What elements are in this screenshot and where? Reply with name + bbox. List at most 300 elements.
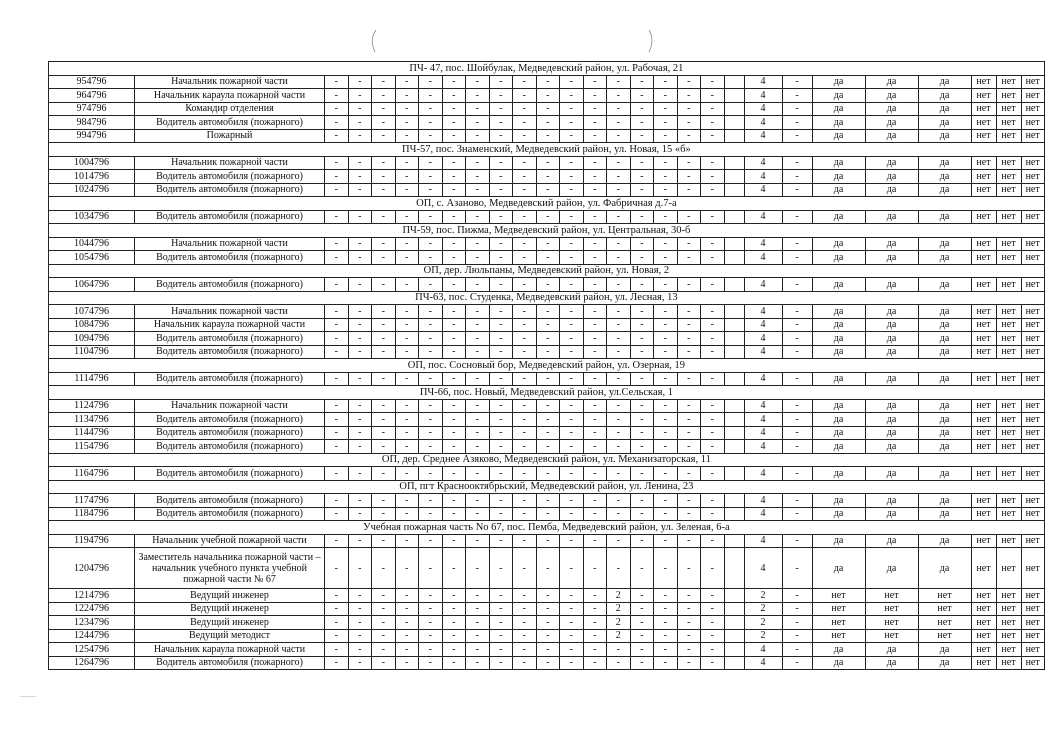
flag-cell: да xyxy=(918,156,971,170)
flag-cell: нет xyxy=(996,170,1021,184)
dash-cell: - xyxy=(372,643,396,657)
position-code: 1104796 xyxy=(49,345,135,359)
position-title: Начальник пожарной части xyxy=(135,305,325,319)
dash-cell: - xyxy=(654,251,678,265)
flag-cell: да xyxy=(812,345,865,359)
dash-cell: - xyxy=(536,278,560,292)
count-value: 4 xyxy=(744,129,782,143)
spacer-cell xyxy=(724,89,744,103)
dash-cell: - xyxy=(442,170,466,184)
flag-cell: да xyxy=(812,318,865,332)
dash-cell: - xyxy=(513,507,537,521)
dash-cell: - xyxy=(560,75,584,89)
section-header-row xyxy=(49,143,1045,157)
dash-cell: - xyxy=(583,183,607,197)
dash-cell: - xyxy=(677,89,701,103)
dash-cell: - xyxy=(630,440,654,454)
flag-cell: нет xyxy=(1021,318,1044,332)
flag-cell: нет xyxy=(971,616,996,630)
dash-cell: - xyxy=(348,332,372,346)
position-code: 984796 xyxy=(49,116,135,130)
dash-cell: - xyxy=(630,399,654,413)
dash-cell: - xyxy=(782,507,812,521)
dash-cell: - xyxy=(513,89,537,103)
dash-cell: - xyxy=(325,534,349,548)
dash-cell: - xyxy=(583,89,607,103)
flag-cell: да xyxy=(812,440,865,454)
flag-cell: нет xyxy=(996,643,1021,657)
dash-cell: - xyxy=(560,494,584,508)
dash-cell: - xyxy=(348,305,372,319)
dash-cell: - xyxy=(466,629,490,643)
dash-cell: - xyxy=(677,129,701,143)
dash-cell: - xyxy=(489,589,513,603)
flag-cell: нет xyxy=(996,75,1021,89)
flag-cell: да xyxy=(812,75,865,89)
flag-cell: нет xyxy=(996,305,1021,319)
section-header-row xyxy=(49,197,1045,211)
dash-cell: - xyxy=(395,413,419,427)
dash-cell: - xyxy=(419,602,443,616)
count-value: 2 xyxy=(744,616,782,630)
flag-cell: нет xyxy=(996,116,1021,130)
grade-value: 2 xyxy=(607,589,631,603)
section-title: ПЧ-66, пос. Новый, Медведевский район, ул.Сельская, 1 xyxy=(49,386,1045,400)
dash-cell: - xyxy=(372,345,396,359)
dash-cell: - xyxy=(607,75,631,89)
dash-cell: - xyxy=(348,507,372,521)
dash-cell: - xyxy=(348,426,372,440)
dash-cell: - xyxy=(419,183,443,197)
dash-cell: - xyxy=(395,278,419,292)
dash-cell: - xyxy=(782,534,812,548)
spacer-cell xyxy=(724,494,744,508)
dash-cell: - xyxy=(513,102,537,116)
dash-cell: - xyxy=(348,602,372,616)
table-row xyxy=(49,183,1045,197)
flag-cell: нет xyxy=(1021,156,1044,170)
dash-cell: - xyxy=(607,440,631,454)
dash-cell: - xyxy=(677,183,701,197)
dash-cell: - xyxy=(372,305,396,319)
flag-cell: да xyxy=(865,494,918,508)
dash-cell: - xyxy=(607,507,631,521)
dash-cell: - xyxy=(583,332,607,346)
flag-cell: да xyxy=(865,183,918,197)
flag-cell: да xyxy=(918,345,971,359)
position-title: Водитель автомобиля (пожарного) xyxy=(135,345,325,359)
section-title: ОП, с. Азаново, Медведевский район, ул. Фабричная д.7-а xyxy=(49,197,1045,211)
flag-cell: нет xyxy=(1021,440,1044,454)
section-header-row xyxy=(49,386,1045,400)
position-title: Водитель автомобиля (пожарного) xyxy=(135,332,325,346)
dash-cell: - xyxy=(325,237,349,251)
dash-cell: - xyxy=(325,616,349,630)
dash-cell: - xyxy=(419,534,443,548)
dash-cell: - xyxy=(782,372,812,386)
dash-cell: - xyxy=(419,589,443,603)
dash-cell: - xyxy=(560,89,584,103)
flag-cell: нет xyxy=(812,616,865,630)
table-row xyxy=(49,129,1045,143)
dash-cell: - xyxy=(701,318,725,332)
dash-cell: - xyxy=(701,494,725,508)
position-title: Начальник пожарной части xyxy=(135,156,325,170)
dash-cell: - xyxy=(395,129,419,143)
dash-cell: - xyxy=(395,399,419,413)
dash-cell: - xyxy=(489,656,513,670)
position-title: Водитель автомобиля (пожарного) xyxy=(135,467,325,481)
dash-cell: - xyxy=(466,170,490,184)
dash-cell: - xyxy=(630,170,654,184)
spacer-cell xyxy=(724,534,744,548)
dash-cell: - xyxy=(395,616,419,630)
dash-cell: - xyxy=(630,602,654,616)
position-code: 1204796 xyxy=(49,548,135,589)
dash-cell: - xyxy=(607,643,631,657)
dash-cell: - xyxy=(654,183,678,197)
flag-cell: нет xyxy=(971,210,996,224)
dash-cell: - xyxy=(782,318,812,332)
dash-cell: - xyxy=(513,494,537,508)
dash-cell: - xyxy=(348,399,372,413)
dash-cell: - xyxy=(466,467,490,481)
dash-cell: - xyxy=(536,210,560,224)
dash-cell: - xyxy=(583,75,607,89)
dash-cell: - xyxy=(607,345,631,359)
dash-cell: - xyxy=(466,345,490,359)
dash-cell: - xyxy=(607,129,631,143)
count-value: 4 xyxy=(744,426,782,440)
position-title: Водитель автомобиля (пожарного) xyxy=(135,507,325,521)
dash-cell: - xyxy=(442,89,466,103)
position-code: 1094796 xyxy=(49,332,135,346)
table-row xyxy=(49,251,1045,265)
dash-cell: - xyxy=(419,89,443,103)
flag-cell: да xyxy=(865,440,918,454)
flag-cell: нет xyxy=(971,548,996,589)
table-row xyxy=(49,548,1045,589)
dash-cell: - xyxy=(466,507,490,521)
spacer-cell xyxy=(724,237,744,251)
flag-cell: нет xyxy=(1021,656,1044,670)
position-code: 1064796 xyxy=(49,278,135,292)
dash-cell: - xyxy=(442,156,466,170)
dash-cell: - xyxy=(372,372,396,386)
dash-cell: - xyxy=(325,589,349,603)
dash-cell: - xyxy=(419,494,443,508)
dash-cell: - xyxy=(348,494,372,508)
dash-cell: - xyxy=(466,237,490,251)
position-title: Заместитель начальника пожарной части – начальник учебного пункта учебной пожарной части № 67 xyxy=(135,548,325,589)
dash-cell: - xyxy=(677,426,701,440)
flag-cell: да xyxy=(918,656,971,670)
position-title: Водитель автомобиля (пожарного) xyxy=(135,116,325,130)
table-row xyxy=(49,116,1045,130)
dash-cell: - xyxy=(560,534,584,548)
dash-cell: - xyxy=(489,629,513,643)
dash-cell: - xyxy=(372,548,396,589)
flag-cell: да xyxy=(812,643,865,657)
dash-cell: - xyxy=(325,656,349,670)
dash-cell: - xyxy=(677,548,701,589)
flag-cell: да xyxy=(812,467,865,481)
dash-cell: - xyxy=(372,602,396,616)
dash-cell: - xyxy=(654,89,678,103)
flag-cell: нет xyxy=(996,534,1021,548)
dash-cell: - xyxy=(395,183,419,197)
dash-cell: - xyxy=(442,75,466,89)
flag-cell: нет xyxy=(865,616,918,630)
flag-cell: да xyxy=(812,656,865,670)
position-code: 1184796 xyxy=(49,507,135,521)
position-code: 994796 xyxy=(49,129,135,143)
dash-cell: - xyxy=(654,75,678,89)
dash-cell: - xyxy=(701,426,725,440)
dash-cell: - xyxy=(325,426,349,440)
position-code: 1264796 xyxy=(49,656,135,670)
flag-cell: да xyxy=(865,656,918,670)
position-code: 1054796 xyxy=(49,251,135,265)
dash-cell: - xyxy=(442,372,466,386)
dash-cell: - xyxy=(513,116,537,130)
flag-cell: да xyxy=(812,399,865,413)
position-code: 1084796 xyxy=(49,318,135,332)
dash-cell: - xyxy=(395,156,419,170)
spacer-cell xyxy=(724,372,744,386)
position-title: Начальник караула пожарной части xyxy=(135,318,325,332)
dash-cell: - xyxy=(701,534,725,548)
dash-cell: - xyxy=(701,129,725,143)
position-code: 1114796 xyxy=(49,372,135,386)
spacer-cell xyxy=(724,183,744,197)
dash-cell: - xyxy=(372,426,396,440)
dash-cell: - xyxy=(442,629,466,643)
dash-cell: - xyxy=(395,534,419,548)
dash-cell: - xyxy=(489,332,513,346)
dash-cell: - xyxy=(583,589,607,603)
dash-cell: - xyxy=(513,589,537,603)
table-row xyxy=(49,602,1045,616)
dash-cell: - xyxy=(701,305,725,319)
dash-cell: - xyxy=(489,251,513,265)
position-title: Начальник учебной пожарной части xyxy=(135,534,325,548)
dash-cell: - xyxy=(348,656,372,670)
dash-cell: - xyxy=(442,251,466,265)
dash-cell: - xyxy=(677,629,701,643)
dash-cell: - xyxy=(677,413,701,427)
dash-cell: - xyxy=(372,332,396,346)
dash-cell: - xyxy=(583,494,607,508)
flag-cell: да xyxy=(918,278,971,292)
dash-cell: - xyxy=(630,116,654,130)
table-row xyxy=(49,345,1045,359)
dash-cell: - xyxy=(607,413,631,427)
position-code: 1014796 xyxy=(49,170,135,184)
grade-value: 2 xyxy=(607,602,631,616)
dash-cell: - xyxy=(677,332,701,346)
dash-cell: - xyxy=(583,534,607,548)
section-header-row xyxy=(49,62,1045,76)
flag-cell: да xyxy=(812,116,865,130)
dash-cell: - xyxy=(442,507,466,521)
count-value: 4 xyxy=(744,656,782,670)
dash-cell: - xyxy=(395,332,419,346)
dash-cell: - xyxy=(607,237,631,251)
dash-cell: - xyxy=(677,467,701,481)
dash-cell: - xyxy=(654,467,678,481)
count-value: 4 xyxy=(744,413,782,427)
dash-cell: - xyxy=(395,318,419,332)
dash-cell: - xyxy=(701,629,725,643)
dash-cell: - xyxy=(513,534,537,548)
dash-cell: - xyxy=(348,251,372,265)
dash-cell: - xyxy=(560,548,584,589)
flag-cell: да xyxy=(918,372,971,386)
dash-cell: - xyxy=(677,372,701,386)
table-row xyxy=(49,399,1045,413)
position-code: 1174796 xyxy=(49,494,135,508)
dash-cell: - xyxy=(701,75,725,89)
spacer-cell xyxy=(724,305,744,319)
dash-cell: - xyxy=(654,656,678,670)
dash-cell: - xyxy=(372,507,396,521)
table-row xyxy=(49,156,1045,170)
flag-cell: да xyxy=(918,332,971,346)
flag-cell: нет xyxy=(1021,643,1044,657)
count-value: 4 xyxy=(744,170,782,184)
flag-cell: да xyxy=(918,210,971,224)
dash-cell: - xyxy=(536,89,560,103)
flag-cell: нет xyxy=(971,602,996,616)
dash-cell: - xyxy=(583,426,607,440)
flag-cell: нет xyxy=(918,616,971,630)
dash-cell: - xyxy=(325,507,349,521)
spacer-cell xyxy=(724,345,744,359)
dash-cell: - xyxy=(442,345,466,359)
spacer-cell xyxy=(724,548,744,589)
position-title: Ведущий инженер xyxy=(135,589,325,603)
dash-cell: - xyxy=(607,278,631,292)
dash-cell: - xyxy=(677,237,701,251)
dash-cell: - xyxy=(489,467,513,481)
dash-cell: - xyxy=(419,372,443,386)
dash-cell: - xyxy=(536,507,560,521)
table-row xyxy=(49,210,1045,224)
dash-cell: - xyxy=(513,399,537,413)
section-header-row xyxy=(49,264,1045,278)
dash-cell: - xyxy=(560,507,584,521)
dash-cell: - xyxy=(348,237,372,251)
dash-cell: - xyxy=(560,102,584,116)
dash-cell: - xyxy=(654,345,678,359)
dash-cell: - xyxy=(513,318,537,332)
dash-cell: - xyxy=(583,278,607,292)
spacer-cell xyxy=(724,656,744,670)
dash-cell: - xyxy=(701,251,725,265)
dash-cell: - xyxy=(654,426,678,440)
dash-cell: - xyxy=(372,210,396,224)
dash-cell: - xyxy=(395,251,419,265)
dash-cell: - xyxy=(560,440,584,454)
dash-cell: - xyxy=(782,589,812,603)
dash-cell: - xyxy=(372,494,396,508)
spacer-cell xyxy=(724,507,744,521)
dash-cell: - xyxy=(536,318,560,332)
count-value: 4 xyxy=(744,278,782,292)
dash-cell: - xyxy=(325,440,349,454)
dash-cell: - xyxy=(513,251,537,265)
flag-cell: да xyxy=(865,332,918,346)
flag-cell: нет xyxy=(971,467,996,481)
flag-cell: нет xyxy=(812,629,865,643)
position-title: Ведущий инженер xyxy=(135,616,325,630)
spacer-cell xyxy=(724,332,744,346)
flag-cell: да xyxy=(918,89,971,103)
flag-cell: да xyxy=(865,170,918,184)
dash-cell: - xyxy=(419,170,443,184)
dash-cell: - xyxy=(442,318,466,332)
dash-cell: - xyxy=(348,75,372,89)
dash-cell: - xyxy=(489,89,513,103)
dash-cell: - xyxy=(630,467,654,481)
grade-value: 2 xyxy=(607,616,631,630)
dash-cell: - xyxy=(419,413,443,427)
section-title: ОП, пгт Краснооктябрьский, Медведевский район, ул. Ленина, 23 xyxy=(49,480,1045,494)
dash-cell: - xyxy=(560,372,584,386)
dash-cell: - xyxy=(654,589,678,603)
section-header-row xyxy=(49,480,1045,494)
dash-cell: - xyxy=(677,75,701,89)
dash-cell: - xyxy=(782,332,812,346)
dash-cell: - xyxy=(701,278,725,292)
dash-cell: - xyxy=(654,399,678,413)
dash-cell: - xyxy=(442,129,466,143)
dash-cell: - xyxy=(348,629,372,643)
flag-cell: нет xyxy=(1021,116,1044,130)
dash-cell: - xyxy=(442,440,466,454)
flag-cell: нет xyxy=(1021,372,1044,386)
dash-cell: - xyxy=(419,656,443,670)
table-row xyxy=(49,332,1045,346)
spacer-cell xyxy=(724,116,744,130)
table-row xyxy=(49,589,1045,603)
dash-cell: - xyxy=(701,372,725,386)
dash-cell: - xyxy=(489,426,513,440)
flag-cell: нет xyxy=(1021,534,1044,548)
dash-cell: - xyxy=(654,332,678,346)
dash-cell: - xyxy=(513,440,537,454)
dash-cell: - xyxy=(466,89,490,103)
dash-cell: - xyxy=(701,589,725,603)
dash-cell: - xyxy=(701,89,725,103)
position-title: Начальник караула пожарной части xyxy=(135,643,325,657)
dash-cell: - xyxy=(466,305,490,319)
flag-cell: да xyxy=(918,75,971,89)
dash-cell: - xyxy=(536,332,560,346)
dash-cell: - xyxy=(630,494,654,508)
dash-cell: - xyxy=(372,251,396,265)
dash-cell: - xyxy=(466,156,490,170)
dash-cell: - xyxy=(782,602,812,616)
flag-cell: да xyxy=(918,534,971,548)
flag-cell: нет xyxy=(1021,332,1044,346)
flag-cell: да xyxy=(865,278,918,292)
dash-cell: - xyxy=(513,278,537,292)
dash-cell: - xyxy=(677,494,701,508)
dash-cell: - xyxy=(395,102,419,116)
table-row xyxy=(49,440,1045,454)
